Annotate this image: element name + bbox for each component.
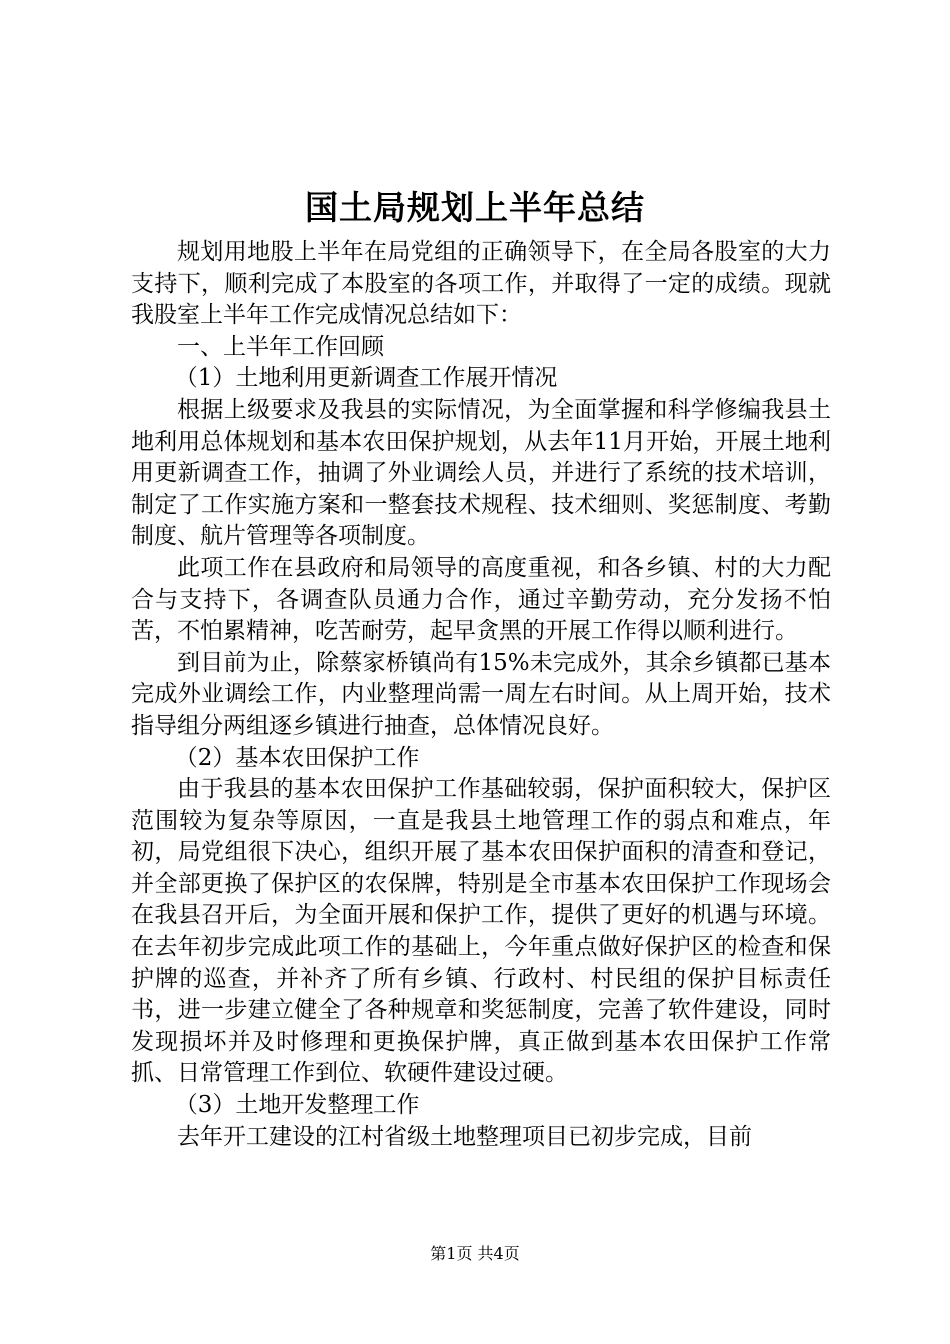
page-footer: 第1页 共4页 (430, 1244, 520, 1263)
paragraph-intro: 规划用地股上半年在局党组的正确领导下，在全局各股室的大力支持下，顺利完成了本股室的各项工作，并取得了一定的成绩。现就我股室上半年工作完成情况总结如下： (131, 239, 831, 329)
paragraph-survey: 根据上级要求及我县的实际情况，为全面掌握和科学修编我县土地利用总体规划和基本农田保护规划，从去年11月开始，开展土地利用更新调查工作，抽调了外业调绘人员，并进行了系统的技术培训，制定了工作实施方案和一整套技术规程、技术细则、奖惩制度、考勤制度、航片管理等各项制度。 (131, 396, 831, 550)
document-title: 国土局规划上半年总结 (305, 188, 645, 227)
paragraph-support: 此项工作在县政府和局领导的高度重视，和各乡镇、村的大力配合与支持下，各调查队员通力合作，通过辛勤劳动，充分发扬不怕苦，不怕累精神，吃苦耐劳，起早贪黑的开展工作得以顺利进行。 (131, 554, 831, 645)
paragraph-progress: 到目前为止，除蔡家桥镇尚有15%未完成外，其余乡镇都已基本完成外业调绘工作，内业整理尚需一周左右时间。从上周开始，技术指导组分两组逐乡镇进行抽查，总体情况良好。 (131, 649, 831, 739)
paragraph-development: 去年开工建设的江村省级土地整理项目已初步完成，目前 (177, 1123, 752, 1150)
paragraph-farmland: 由于我县的基本农田保护工作基础较弱，保护面积较大，保护区范围较为复杂等原因，一直是我县土地管理工作的弱点和难点，年初，局党组很下决心，组织开展了基本农田保护面积的清查和登记，并全部更换了保护区的农保牌，特别是全市基本农田保护工作现场会在我县召开后，为全面开展和保护工作，提供了更好的机遇与环境。在去年初步完成此项工作的基础上，今年重点做好保护区的检查和保护牌的巡查，并补齐了所有乡镇、行政村、村民组的保护目标责任书，进一步建立健全了各种规章和奖惩制度，完善了软件建设，同时发现损坏并及时修理和更换保护牌，真正做到基本农田保护工作常抓、日常管理工作到位、软硬件建设过硬。 (131, 776, 831, 1087)
subsection-heading-3: （3）土地开发整理工作 (174, 1092, 420, 1119)
section-heading-review: 一、上半年工作回顾 (177, 333, 384, 360)
subsection-heading-1: （1）土地利用更新调查工作展开情况 (174, 365, 558, 392)
document-body (131, 237, 831, 1153)
subsection-heading-2: （2）基本农田保护工作 (174, 744, 420, 771)
